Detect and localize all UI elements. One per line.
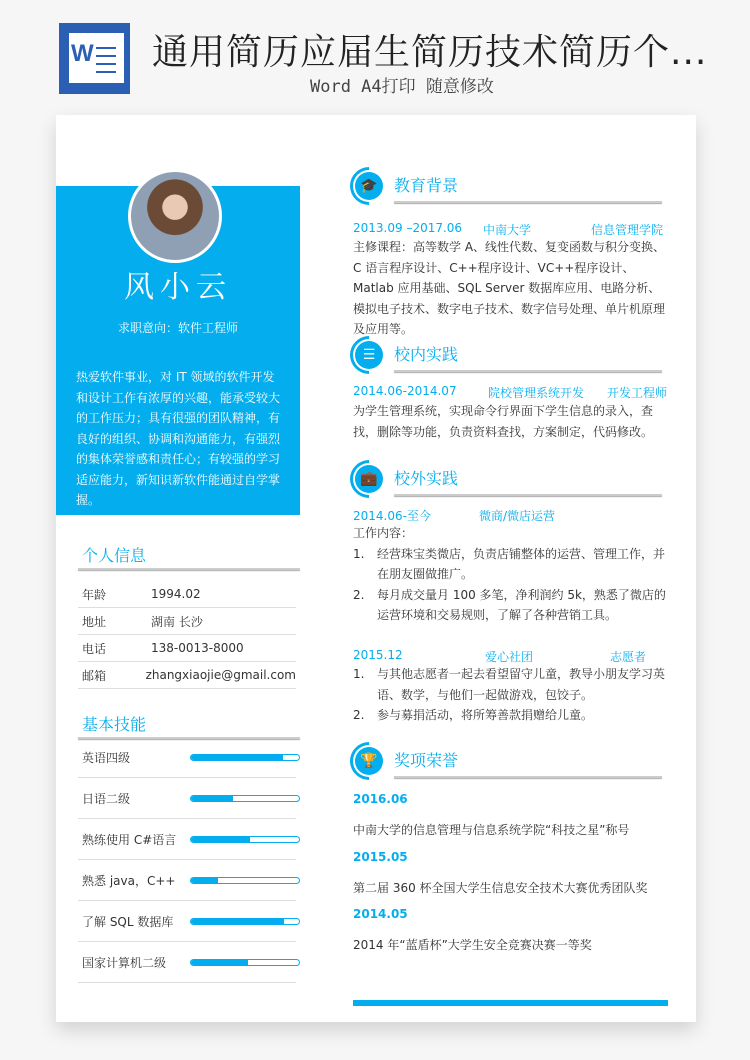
skill-label: 日语二级	[82, 791, 131, 806]
skill-label: 熟悉 java，C++	[82, 873, 176, 888]
skill-bar	[190, 795, 300, 802]
skill-row	[78, 737, 296, 778]
skill-label: 熟练使用 C#语言	[82, 832, 177, 847]
job-details: 工作内容： 1. 经营珠宝类微店，负责店铺整体的运营、管理工作，并在朋友圈做推广。 2. 每月成交量月 100 多笔，净利润约 5k，熟悉了微店的运营环境和交易规则，了解了各种营销工具。	[353, 526, 666, 622]
trophy-icon: 🏆	[355, 747, 383, 775]
skill-bar	[190, 754, 300, 761]
skill-label: 了解 SQL 数据库	[82, 914, 174, 929]
skill-row	[78, 901, 296, 942]
skill-bar-fill	[191, 796, 233, 801]
divider	[78, 568, 300, 570]
skill-row	[78, 819, 296, 860]
skill-label: 英语四级	[82, 750, 131, 765]
skill-row	[78, 860, 296, 901]
award-year: 2015.05	[353, 850, 408, 864]
id-card-icon: ☰	[355, 341, 383, 369]
education-section-header: 🎓 教育背景	[350, 167, 670, 207]
award-year: 2016.06	[353, 792, 408, 806]
education-meta: 2013.09 –2017.06 中南大学 信息管理学院	[353, 221, 664, 237]
skill-bar	[190, 918, 300, 925]
outside-section-header: 💼 校外实践	[350, 460, 670, 500]
job-meta: 2014.06-至今 微商/微店运营	[353, 509, 556, 523]
job-intent: 求职意向：软件工程师	[117, 321, 238, 335]
info-row: 年龄 1994.02	[78, 581, 296, 608]
skill-bar-fill	[191, 878, 218, 883]
skill-row	[78, 942, 296, 983]
page-title: 通用简历应届生简历技术简历个...	[152, 32, 708, 73]
award-text: 第二届 360 杯全国大学生信息安全技术大赛优秀团队奖	[353, 881, 648, 895]
profile-name: 风小云	[124, 270, 232, 305]
personal-info-heading: 个人信息	[82, 546, 147, 565]
award-year: 2014.05	[353, 907, 408, 921]
awards-section-header: 🏆 奖项荣誉	[350, 742, 670, 782]
skill-bar	[190, 959, 300, 966]
skill-bar-fill	[191, 960, 248, 965]
skills-heading: 基本技能	[82, 715, 147, 734]
job-details: 1. 与其他志愿者一起去看望留守儿童，教导小朋友学习英语、数学，与他们一起做游戏，包饺子。 2. 参与募捐活动，将所筹善款捐赠给儿童。	[353, 667, 666, 722]
skill-bar-fill	[191, 919, 284, 924]
profile-bio: 热爱软件事业，对 IT 领域的软件开发和设计工作有浓厚的兴趣，能承受较大的工作压力；具有很强的团队精神，有良好的组织、协调和沟通能力，有强烈的集体荣誉感和责任心；有较强的学习适应能力，新知识新软件能通过自学掌握。	[76, 370, 281, 507]
campus-section-header: ☰ 校内实践	[350, 336, 670, 376]
word-logo-icon: W	[59, 23, 130, 94]
skill-row	[78, 778, 296, 819]
campus-text: 为学生管理系统，实现命令行界面下学生信息的录入，查找，删除等功能，负责资料查找，方案制定，代码修改。	[353, 404, 654, 439]
award-text: 2014 年“蓝盾杯”大学生安全竞赛决赛一等奖	[353, 938, 592, 952]
job-meta: 2015.12 爱心社团 志愿者	[353, 648, 647, 664]
award-text: 中南大学的信息管理与信息系统学院“科技之星”称号	[353, 823, 630, 837]
avatar	[128, 169, 222, 263]
briefcase-icon: 💼	[355, 465, 383, 493]
resume-page	[56, 115, 696, 1022]
info-row: 邮箱 zhangxiaojie@gmail.com	[78, 662, 296, 689]
info-row: 地址 湖南 长沙	[78, 608, 296, 635]
education-text: 主修课程：高等数学 A、线性代数、复变函数与积分变换、C 语言程序设计、C++程序设计、VC++程序设计、Matlab 应用基础、SQL Server 数据库应用、电路分析、模拟电子技术、数字电子技术、数字信号处理、单片机原理及应用等。	[353, 240, 666, 336]
skill-label: 国家计算机二级	[82, 955, 167, 970]
campus-meta: 2014.06-2014.07 院校管理系统开发 开发工程师	[353, 384, 668, 400]
footer-bar	[353, 1000, 668, 1006]
skill-bar	[190, 877, 300, 884]
skill-bar-fill	[191, 755, 283, 760]
graduation-cap-icon: 🎓	[355, 172, 383, 200]
page-subtitle: Word A4打印 随意修改	[310, 77, 494, 97]
skill-bar	[190, 836, 300, 843]
info-row: 电话 138-0013-8000	[78, 635, 296, 662]
skill-bar-fill	[191, 837, 250, 842]
